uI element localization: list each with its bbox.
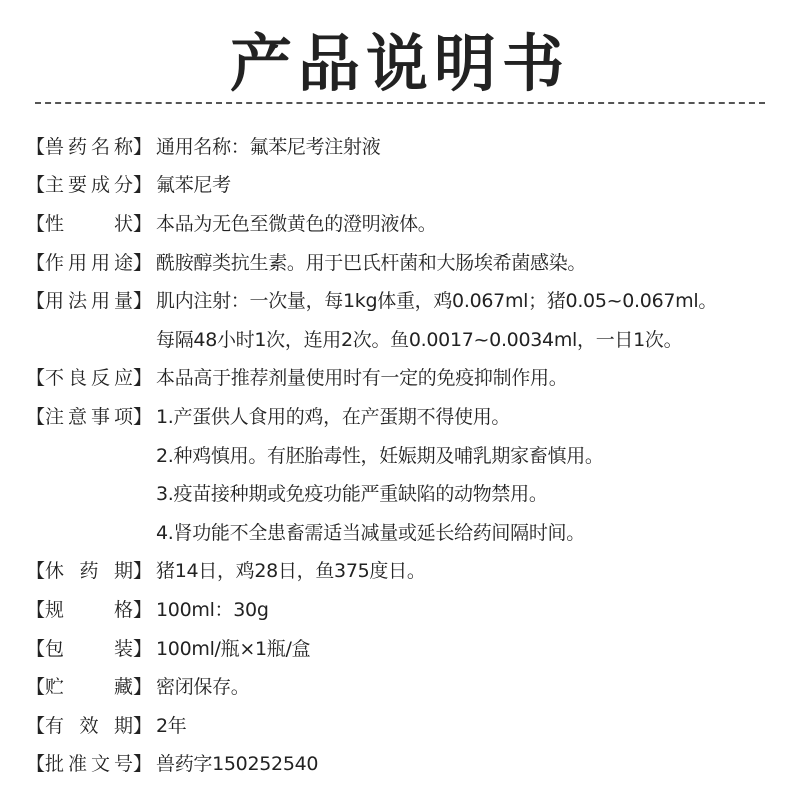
spec-label xyxy=(26,402,156,429)
spec-label-text: 性状 xyxy=(45,212,133,235)
spec-label-text: 不良反应 xyxy=(45,367,133,390)
spec-label-text: 有效期 xyxy=(45,714,133,737)
spec-label xyxy=(26,711,156,738)
spec-value: 2.种鸡慎用。有胚胎毒性，妊娠期及哺乳期家畜慎用。 xyxy=(156,444,604,467)
bracket-open: 【 xyxy=(26,405,46,428)
spec-value: 本品高于推荐剂量使用时有一定的免疫抑制作用。 xyxy=(156,367,568,390)
divider xyxy=(35,102,765,104)
spec-row xyxy=(26,705,800,744)
spec-value: 猪14日，鸡28日，鱼375度日。 xyxy=(156,560,426,583)
spec-label-text: 兽药名称 xyxy=(45,135,133,158)
spec-value: 100ml：30g xyxy=(156,598,269,621)
bracket-close: 】 xyxy=(133,212,153,235)
bracket-close: 】 xyxy=(133,251,153,274)
bracket-open: 【 xyxy=(26,367,46,390)
spec-row xyxy=(26,165,800,204)
spec-value: 3.疫苗接种期或免疫功能严重缺陷的动物禁用。 xyxy=(156,483,548,506)
bracket-close: 】 xyxy=(133,598,153,621)
bracket-close: 】 xyxy=(133,405,153,428)
bracket-open: 【 xyxy=(26,676,46,699)
bracket-close: 】 xyxy=(133,367,153,390)
spec-label-text: 批准文号 xyxy=(45,753,133,776)
spec-label xyxy=(26,209,156,236)
bracket-open: 【 xyxy=(26,560,46,583)
spec-label-text: 用法用量 xyxy=(45,290,133,313)
spec-list xyxy=(26,126,800,782)
spec-value: 每隔48小时1次，连用2次。鱼0.0017~0.0034ml，一日1次。 xyxy=(156,328,683,351)
bracket-close: 】 xyxy=(133,135,153,158)
bracket-close: 】 xyxy=(133,676,153,699)
bracket-close: 】 xyxy=(133,714,153,737)
page-title: 产品说明书 xyxy=(229,27,570,100)
spec-value-continued xyxy=(26,435,800,474)
spec-value-continued xyxy=(26,512,800,551)
spec-row xyxy=(26,589,800,628)
bracket-open: 【 xyxy=(26,637,46,660)
spec-label xyxy=(26,556,156,583)
spec-value: 1.产蛋供人食用的鸡，在产蛋期不得使用。 xyxy=(156,405,511,428)
bracket-close: 】 xyxy=(133,174,153,197)
bracket-close: 】 xyxy=(133,290,153,313)
spec-value: 通用名称：氟苯尼考注射液 xyxy=(156,135,381,158)
spec-label xyxy=(26,672,156,699)
spec-row xyxy=(26,551,800,590)
spec-value: 肌内注射：一次量，每1kg体重，鸡0.067ml；猪0.05~0.067ml。 xyxy=(156,290,718,313)
bracket-close: 】 xyxy=(133,637,153,660)
bracket-open: 【 xyxy=(26,714,46,737)
bracket-open: 【 xyxy=(26,753,46,776)
spec-value: 氟苯尼考 xyxy=(156,174,231,197)
spec-label-text: 规格 xyxy=(45,598,133,621)
bracket-open: 【 xyxy=(26,135,46,158)
spec-label xyxy=(26,749,156,776)
spec-row xyxy=(26,242,800,281)
bracket-close: 】 xyxy=(133,560,153,583)
bracket-open: 【 xyxy=(26,290,46,313)
spec-label-text: 休药期 xyxy=(45,560,133,583)
spec-label-text: 主要成分 xyxy=(45,174,133,197)
bracket-open: 【 xyxy=(26,212,46,235)
spec-value: 4.肾功能不全患畜需适当减量或延长给药间隔时间。 xyxy=(156,521,585,544)
spec-label xyxy=(26,286,156,313)
spec-value: 本品为无色至微黄色的澄明液体。 xyxy=(156,212,437,235)
spec-value: 兽药字150252540 xyxy=(156,753,319,776)
spec-label-text: 作用用途 xyxy=(45,251,133,274)
spec-label xyxy=(26,363,156,390)
spec-label-text: 包装 xyxy=(45,637,133,660)
spec-value-continued xyxy=(26,473,800,512)
spec-value: 2年 xyxy=(156,714,187,737)
spec-row xyxy=(26,628,800,667)
spec-row xyxy=(26,396,800,435)
spec-label xyxy=(26,132,156,159)
spec-row xyxy=(26,280,800,319)
bracket-open: 【 xyxy=(26,598,46,621)
spec-label xyxy=(26,595,156,622)
spec-row xyxy=(26,744,800,783)
bracket-close: 】 xyxy=(133,753,153,776)
spec-row xyxy=(26,203,800,242)
spec-label xyxy=(26,634,156,661)
spec-value-continued xyxy=(26,319,800,358)
spec-row xyxy=(26,126,800,165)
spec-label-text: 注意事项 xyxy=(45,405,133,428)
bracket-open: 【 xyxy=(26,174,46,197)
spec-row xyxy=(26,358,800,397)
spec-label-text: 贮藏 xyxy=(45,676,133,699)
spec-label xyxy=(26,248,156,275)
spec-value: 密闭保存。 xyxy=(156,676,250,699)
spec-value: 酰胺醇类抗生素。用于巴氏杆菌和大肠埃希菌感染。 xyxy=(156,251,587,274)
spec-value: 100ml/瓶×1瓶/盒 xyxy=(156,637,311,660)
spec-row xyxy=(26,666,800,705)
bracket-open: 【 xyxy=(26,251,46,274)
spec-label xyxy=(26,170,156,197)
